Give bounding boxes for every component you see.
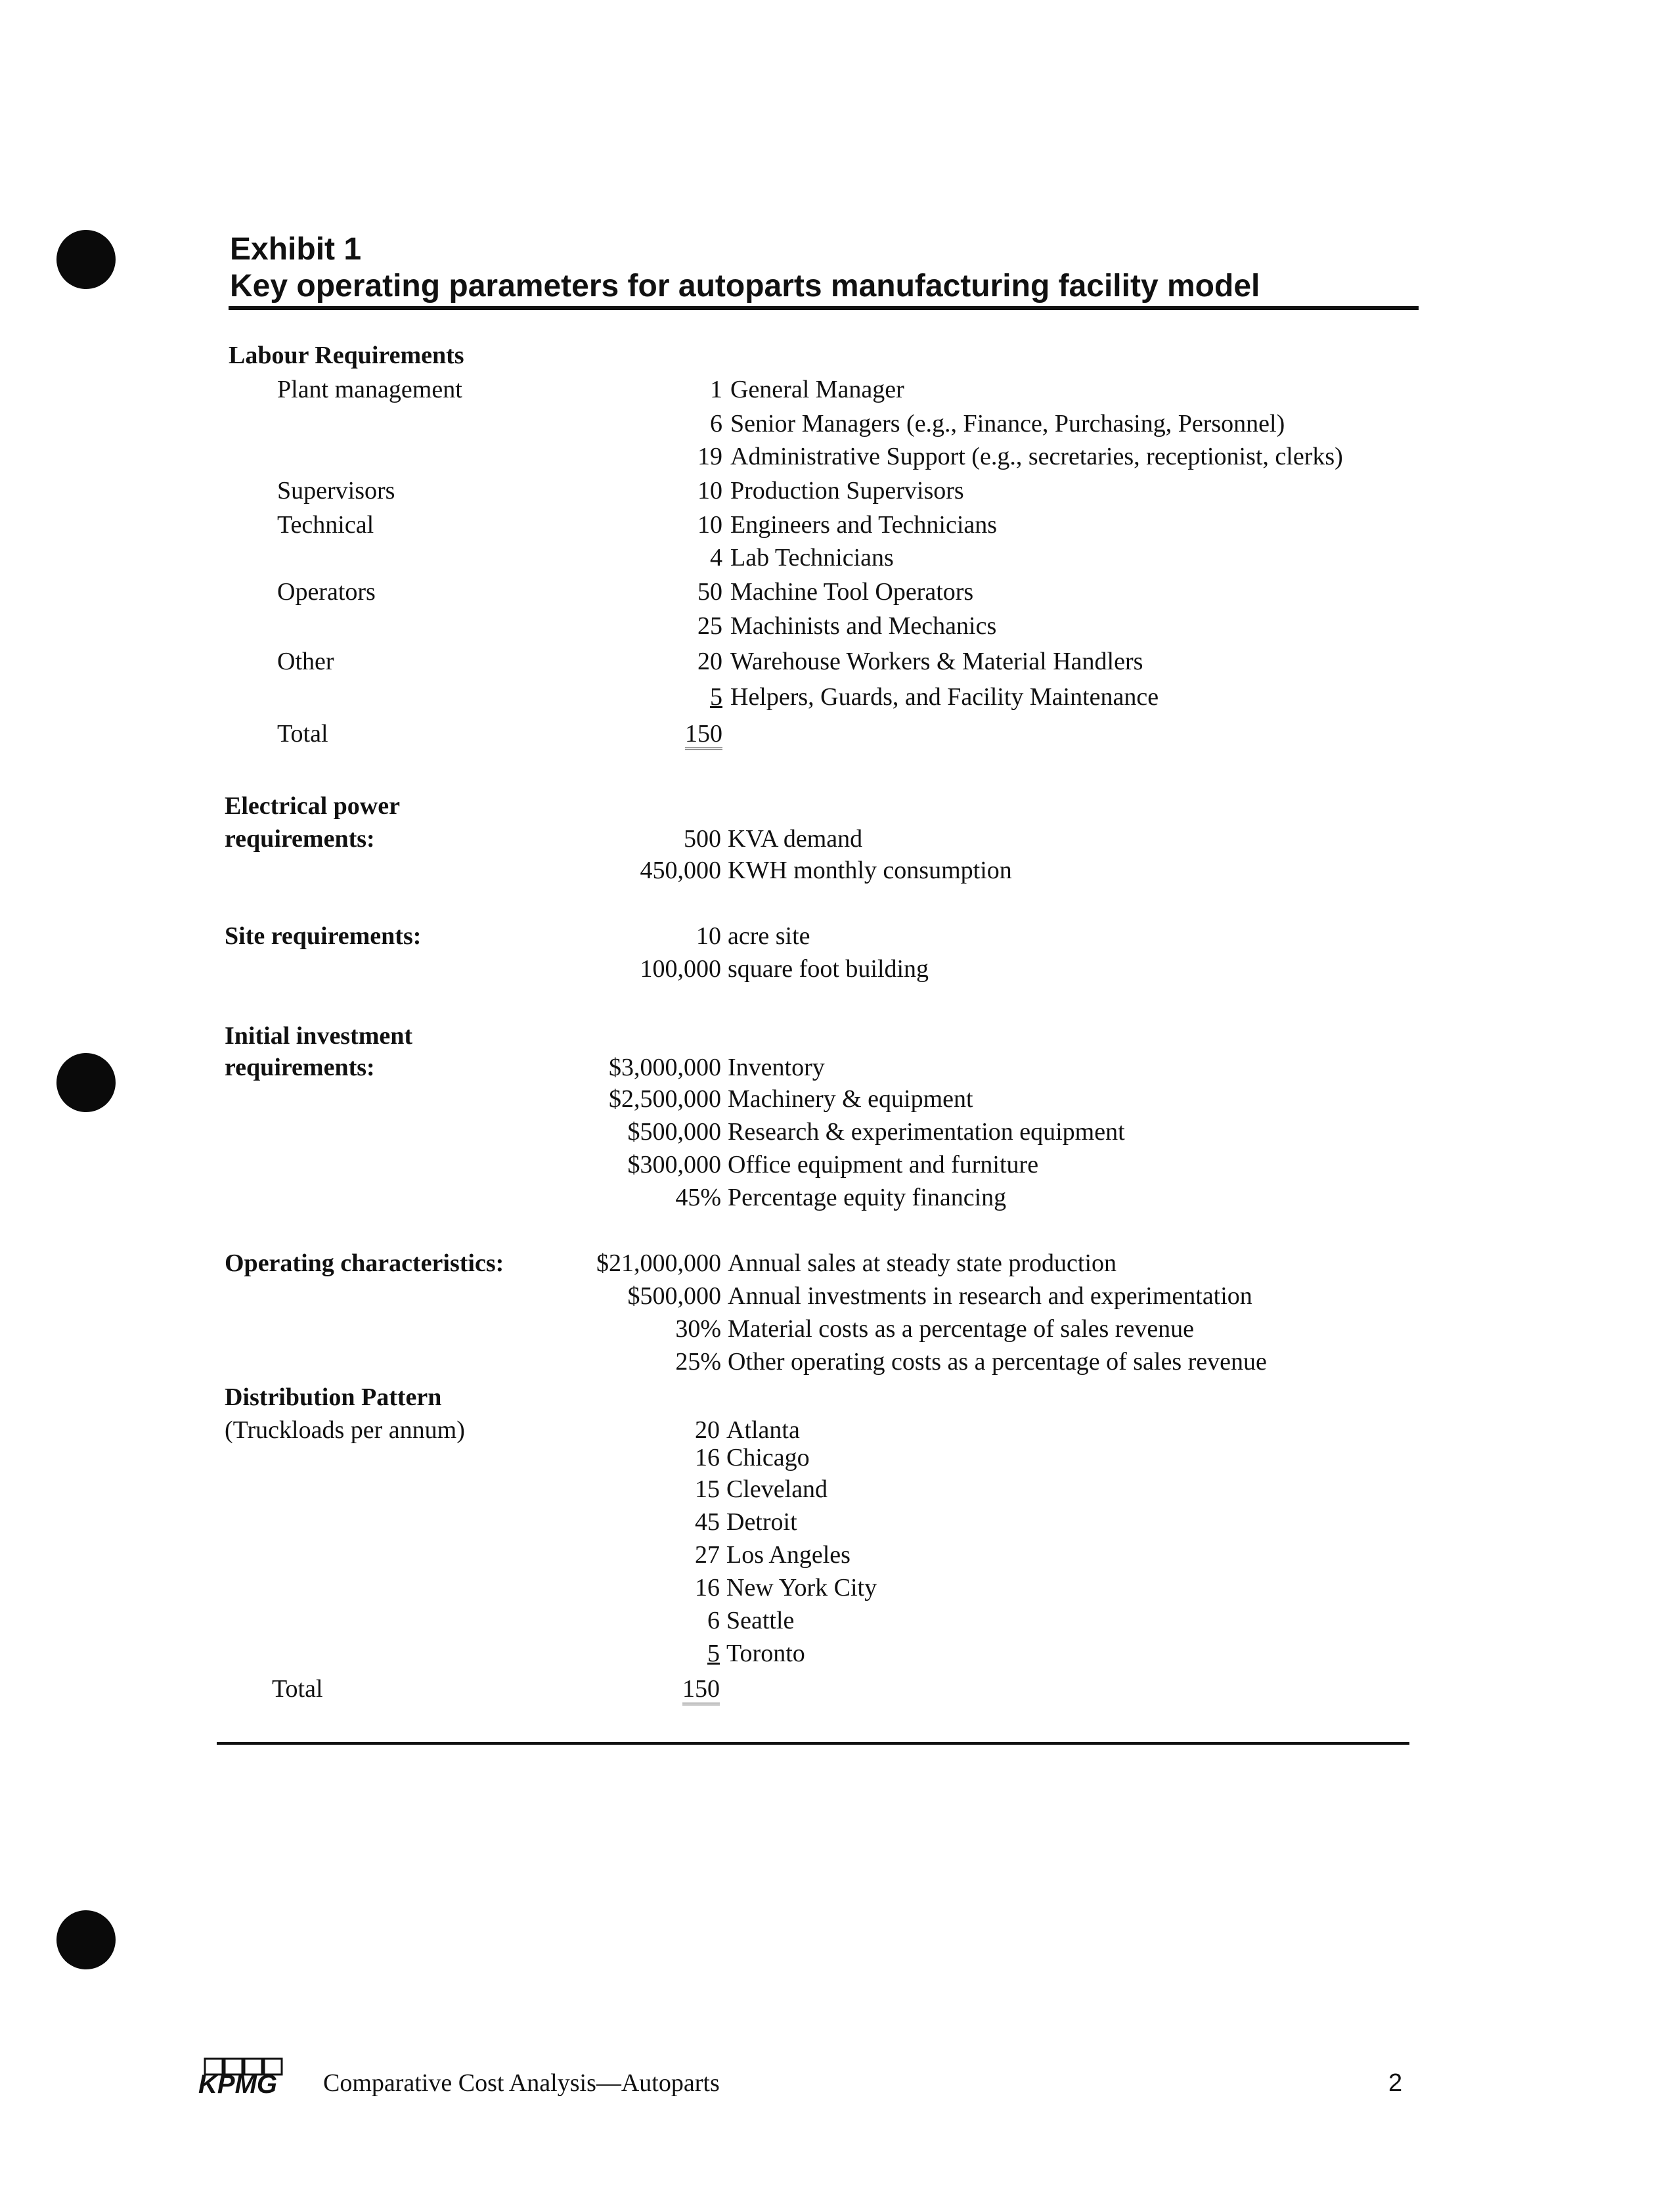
operating-value: $500,000 <box>627 1282 721 1310</box>
distribution-count: 15 <box>695 1475 720 1503</box>
labour-count: 50 <box>697 578 722 606</box>
distribution-city: Cleveland <box>726 1475 828 1503</box>
labour-role: Senior Managers (e.g., Finance, Purchasing, Personnel) <box>730 410 1285 437</box>
labour-role: Production Supervisors <box>730 477 964 505</box>
site-label: acre site <box>728 922 810 950</box>
distribution-city: Los Angeles <box>726 1541 851 1569</box>
labour-count: 6 <box>710 410 722 437</box>
punch-hole <box>56 230 116 289</box>
electrical-value: 500 <box>684 825 721 853</box>
labour-role: Machine Tool Operators <box>730 578 974 606</box>
electrical-label: KWH monthly consumption <box>728 857 1012 884</box>
distribution-city: Atlanta <box>726 1416 800 1444</box>
electrical-value: 450,000 <box>640 857 721 884</box>
footer-report-title: Comparative Cost Analysis—Autoparts <box>323 2069 720 2097</box>
distribution-subheading: (Truckloads per annum) <box>225 1416 465 1444</box>
page-title: Key operating parameters for autoparts manufacturing facility model <box>230 269 1260 303</box>
punch-hole <box>56 1053 116 1112</box>
operating-label: Annual investments in research and experimentation <box>728 1282 1252 1310</box>
labour-total: 150 <box>685 719 722 749</box>
labour-count: 1 <box>710 376 722 403</box>
labour-count: 19 <box>697 443 722 470</box>
electrical-heading: Electrical power <box>225 792 400 820</box>
investment-label: Percentage equity financing <box>728 1184 1007 1211</box>
labour-category-other: Other <box>277 648 334 675</box>
svg-text:KPMG: KPMG <box>198 2070 277 2096</box>
labour-total-label: Total <box>277 720 328 748</box>
distribution-count: 20 <box>695 1416 720 1444</box>
investment-heading-cont: requirements: <box>225 1054 375 1081</box>
distribution-count: 16 <box>695 1444 720 1471</box>
investment-label: Research & experimentation equipment <box>728 1118 1125 1146</box>
investment-label: Inventory <box>728 1054 825 1081</box>
operating-value: 30% <box>675 1315 721 1343</box>
labour-category-plant: Plant management <box>277 376 462 403</box>
title-rule <box>229 306 1419 310</box>
distribution-city: New York City <box>726 1574 877 1602</box>
investment-value: $300,000 <box>627 1151 721 1178</box>
investment-value: $500,000 <box>627 1118 721 1146</box>
distribution-city: Chicago <box>726 1444 810 1471</box>
site-heading: Site requirements: <box>225 922 422 950</box>
operating-value: 25% <box>675 1348 721 1376</box>
distribution-city: Seattle <box>726 1607 795 1634</box>
distribution-heading: Distribution Pattern <box>225 1383 442 1411</box>
investment-label: Office equipment and furniture <box>728 1151 1039 1178</box>
investment-value: $3,000,000 <box>609 1054 721 1081</box>
operating-label: Annual sales at steady state production <box>728 1249 1117 1277</box>
labour-count: 10 <box>697 477 722 505</box>
distribution-count: 27 <box>695 1541 720 1569</box>
investment-value: 45% <box>675 1184 721 1211</box>
distribution-count: 45 <box>695 1508 720 1536</box>
exhibit-label: Exhibit 1 <box>230 232 362 267</box>
labour-role: Engineers and Technicians <box>730 511 998 539</box>
investment-label: Machinery & equipment <box>728 1085 973 1113</box>
labour-count: 25 <box>697 612 722 640</box>
punch-hole <box>56 1910 116 1969</box>
distribution-total: 150 <box>682 1674 720 1704</box>
distribution-count: 16 <box>695 1574 720 1602</box>
distribution-count: 5 <box>707 1640 720 1667</box>
labour-count: 4 <box>710 544 722 572</box>
labour-role: Administrative Support (e.g., secretaries, receptionist, clerks) <box>730 443 1343 470</box>
operating-label: Other operating costs as a percentage of sales revenue <box>728 1348 1267 1376</box>
electrical-heading-cont: requirements: <box>225 825 375 853</box>
section-rule <box>217 1742 1409 1745</box>
labour-role: Lab Technicians <box>730 544 894 572</box>
labour-role: Helpers, Guards, and Facility Maintenance <box>730 683 1159 711</box>
labour-category-operators: Operators <box>277 578 376 606</box>
labour-category-technical: Technical <box>277 511 374 539</box>
operating-heading: Operating characteristics: <box>225 1249 504 1277</box>
investment-heading: Initial investment <box>225 1022 413 1050</box>
labour-heading: Labour Requirements <box>229 342 464 369</box>
labour-count: 20 <box>697 648 722 675</box>
page-number: 2 <box>1388 2069 1403 2097</box>
labour-role: Warehouse Workers & Material Handlers <box>730 648 1143 675</box>
site-label: square foot building <box>728 955 929 983</box>
distribution-city: Toronto <box>726 1640 805 1667</box>
site-value: 10 <box>696 922 721 950</box>
labour-role: General Manager <box>730 376 904 403</box>
site-value: 100,000 <box>640 955 721 983</box>
labour-count: 5 <box>710 683 722 711</box>
labour-count: 10 <box>697 511 722 539</box>
kpmg-logo <box>197 2056 289 2096</box>
electrical-label: KVA demand <box>728 825 863 853</box>
distribution-total-label: Total <box>272 1675 323 1703</box>
distribution-count: 6 <box>707 1607 720 1634</box>
labour-category-supervisors: Supervisors <box>277 477 395 505</box>
operating-value: $21,000,000 <box>596 1249 721 1277</box>
distribution-city: Detroit <box>726 1508 797 1536</box>
labour-role: Machinists and Mechanics <box>730 612 997 640</box>
operating-label: Material costs as a percentage of sales revenue <box>728 1315 1195 1343</box>
investment-value: $2,500,000 <box>609 1085 721 1113</box>
